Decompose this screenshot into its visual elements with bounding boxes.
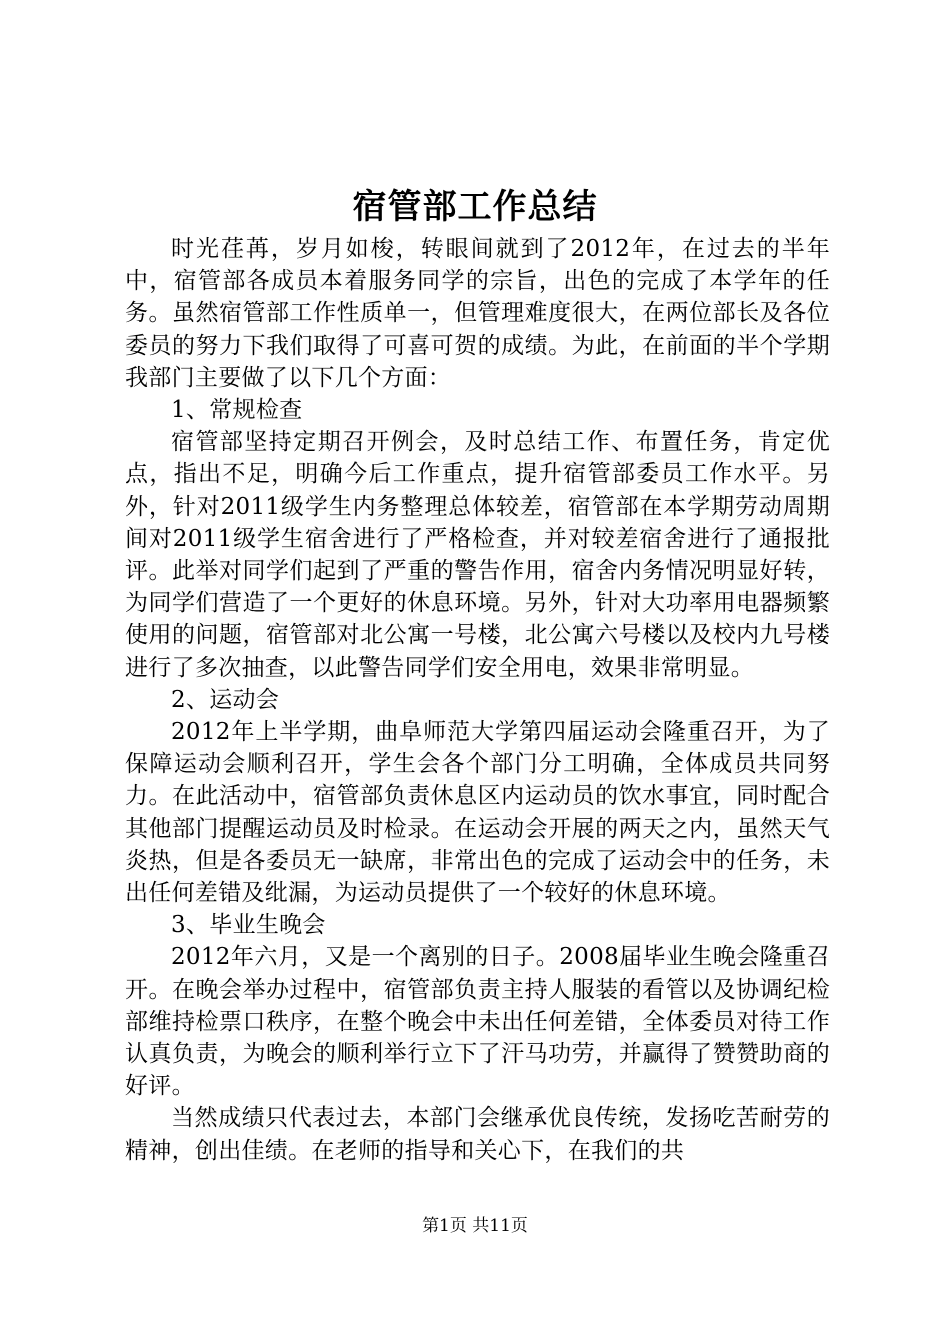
section-heading-routine-inspection: 1、常规检查 bbox=[171, 397, 303, 424]
document-title: 宿管部工作总结 bbox=[352, 187, 598, 227]
routine-inspection-paragraph: 宿管部坚持定期召开例会，及时总结工作、布置任务，肯定优点，指出不足，明确今后工作重点，提升宿管部委员工作水平。另外，针对2011级学生内务整理总体较差，宿管部在本学期劳动周期间对2011级学生宿舍进行了严格检查，并对较差宿舍进行了通报批评。此举对同学们起到了严重的警告作用，宿舍内务情况明显好转，为同学们营造了一个更好的休息环境。另外，针对大功率用电器频繁使用的问题，宿管部对北公寓一号楼，北公寓六号楼以及校内九号楼进行了多次抽查，以此警告同学们安全用电，效果非常明显。 bbox=[125, 429, 830, 681]
section-heading-graduation-party: 3、毕业生晚会 bbox=[171, 912, 326, 939]
graduation-party-paragraph: 2012年六月，又是一个离别的日子。2008届毕业生晚会隆重召开。在晚会举办过程中，宿管部负责主持人服装的看管以及协调纪检部维持检票口秩序，在整个晚会中未出任何差错，全体委员对待工作认真负责，为晚会的顺利举行立下了汗马功劳，并赢得了赞赞助商的好评。 bbox=[125, 944, 830, 1100]
section-heading-sports-meet: 2、运动会 bbox=[171, 686, 280, 713]
document-body bbox=[125, 233, 830, 1167]
sports-meet-paragraph: 2012年上半学期，曲阜师范大学第四届运动会隆重召开，为了保障运动会顺利召开，学生会各个部门分工明确，全体成员共同努力。在此活动中，宿管部负责休息区内运动员的饮水事宜，同时配合其他部门提醒运动员及时检录。在运动会开展的两天之内，虽然天气炎热，但是各委员无一缺席，非常出色的完成了运动会中的任务，未出任何差错及纰漏，为运动员提供了一个较好的休息环境。 bbox=[125, 719, 830, 907]
page-number-footer: 第1页 共11页 bbox=[422, 1216, 528, 1236]
intro-paragraph: 时光荏苒，岁月如梭，转眼间就到了2012年，在过去的半年中，宿管部各成员本着服务同学的宗旨，出色的完成了本学年的任务。虽然宿管部工作性质单一，但管理难度很大，在两位部长及各位委员的努力下我们取得了可喜可贺的成绩。为此，在前面的半个学期我部门主要做了以下几个方面： bbox=[125, 236, 830, 391]
closing-paragraph: 当然成绩只代表过去，本部门会继承优良传统，发扬吃苦耐劳的精神，创出佳绩。在老师的指导和关心下，在我们的共 bbox=[125, 1105, 830, 1164]
